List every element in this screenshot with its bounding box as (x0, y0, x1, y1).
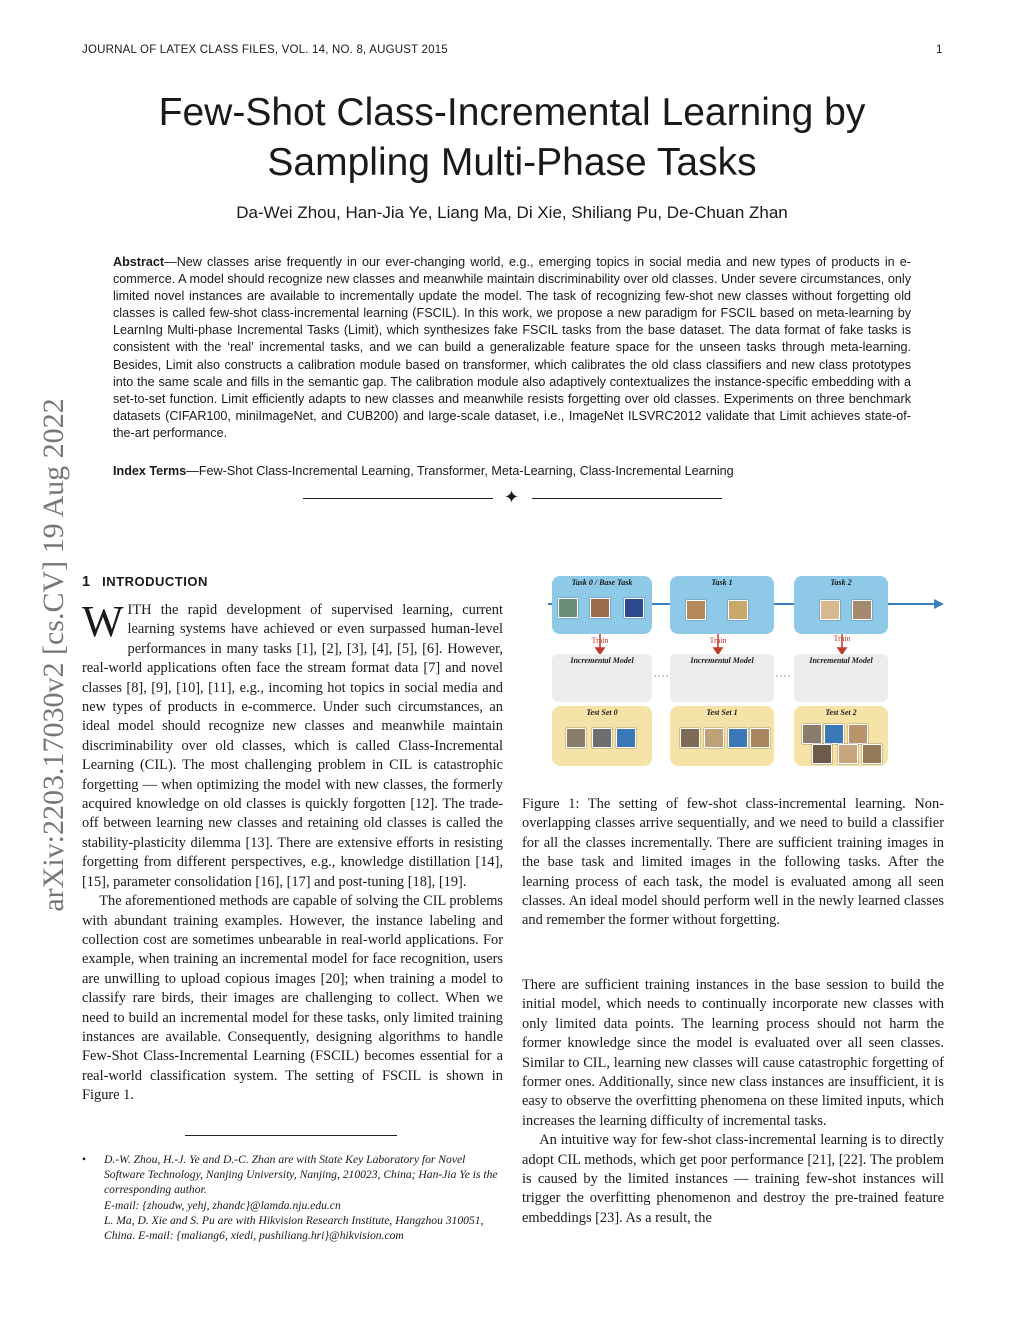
model-box-2 (794, 654, 888, 702)
footnote-line-3: L. Ma, D. Xie and S. Pu are with Hikvision Research Institute, Hangzhou 310051, China. E-mail: {maliang6, xiedi, pushiliang.hri}@hikvision.com (104, 1213, 484, 1243)
paper-title (100, 88, 924, 188)
page-number: 1 (936, 44, 943, 56)
test-image (592, 728, 612, 748)
separator-rule-right (532, 498, 722, 499)
footnote-bullet: • (82, 1153, 87, 1166)
author-list: Da-Wei Zhou, Han-Jia Ye, Liang Ma, Di Xie, Shiliang Pu, De-Chuan Zhan (236, 203, 788, 222)
test-image (862, 744, 882, 764)
model-label: Incremental Model (690, 656, 754, 665)
test-image (728, 728, 748, 748)
abstract-text: —New classes arise frequently in our ever-changing world, e.g., emerging topics in social media and new types of products in e-commerce. A model should recognize new classes and meanwhile maintain discriminability over old classes. Under severe circumstances, only limited novel instances are available to incrementally update the model. The task of recognizing few-shot new classes without forgetting old classes is called few-shot class-incremental learning (FSCIL). In this work, we propose a new paradigm for FSCIL based on meta-learning by LearnIng Multi-phase Incremental Tasks (Limit), which synthesizes fake FSCIL tasks from the base dataset. The data format of fake tasks is consistent with the ‘real’ incremental tasks, and we can build a generalizable feature space for the unseen tasks through meta-learning. Besides, Limit also constructs a calibration module based on transformer, which calibrates the old class classifiers and new class prototypes into the same scale and fills in the semantic gap. The calibration module also adaptively contextualizes the instance-specific embedding with a set-to-set function. Limit efficiently adapts to new classes and meanwhile resists forgetting over old classes. Experiments on three benchmark datasets (CIFAR100, miniImageNet, and CUB200) and large-scale dataset, i.e., ImageNet ILSVRC2012 validate that Limit achieves state-of-the-art performance. (113, 255, 911, 440)
task-2-label: Task 2 (830, 578, 852, 587)
train-image (624, 598, 644, 618)
task-1-box (670, 576, 774, 634)
test-image (680, 728, 700, 748)
footnote-line-1: D.-W. Zhou, H.-J. Ye and D.-C. Zhan are with State Key Laboratory for Novel Software Technology, Nanjing University, Nanjing, 210023, China; Han-Jia Ye is the corresponding author. (104, 1153, 498, 1197)
right-paragraph-1: There are sufficient training instances in the base session to build the initial model, which needs to continually incorporate new classes with only limited data points. The learning process should not harm the former knowledge since the model is evaluated over all seen classes. Similar to CIL, learning new classes will cause catastrophic forgetting of former ones. Additionally, since new class instances are insufficient, it is easy to observe the overfitting phenomena on these limited inputs, which increases the learning difficulty of incremental tasks. (522, 977, 944, 1129)
separator-rule-left (303, 498, 493, 499)
task-2-box (794, 576, 888, 634)
test-set-0-box (552, 706, 652, 766)
abstract (113, 254, 911, 442)
train-label: Train (833, 634, 851, 643)
running-header: JOURNAL OF LATEX CLASS FILES, VOL. 14, NO. 8, AUGUST 2015 (82, 44, 448, 56)
model-box-0 (552, 654, 652, 702)
intro-text (82, 597, 503, 1106)
train-label: Train (709, 636, 727, 645)
test-image (802, 724, 822, 744)
model-box-1 (670, 654, 774, 702)
index-terms-label: Index Terms (113, 464, 187, 478)
task-0-label: Task 0 / Base Task (571, 578, 633, 587)
section-title: INTRODUCTION (102, 574, 208, 589)
separator-mark: ✦ (504, 487, 520, 507)
right-column-text (522, 976, 944, 1228)
test-set-0-label: Test Set 0 (586, 708, 618, 717)
train-image (820, 600, 840, 620)
train-label: Train (591, 636, 609, 645)
test-set-2-label: Test Set 2 (825, 708, 857, 717)
footnote-rule (185, 1135, 397, 1136)
train-image (590, 598, 610, 618)
figure-1 (548, 570, 944, 770)
test-set-2-box (794, 706, 888, 766)
train-image (852, 600, 872, 620)
arxiv-stamp-text: arXiv:2203.17030v2 [cs.CV] 19 Aug 2022 (37, 398, 70, 912)
train-image (686, 600, 706, 620)
test-set-1-label: Test Set 1 (706, 708, 738, 717)
intro-p1-text: ITH the rapid development of supervised learning, current learning systems have achieved or even surpassed human-level performances in many tasks [1], [2], [3], [4], [5], [6]. However, real-world applications often face the stream format data [7] and novel classes [8], [9], [10], [11], e.g., incoming hot topics in social media and new types of products in e-commerce. Under such circumstances, an ideal model should recognize new classes and meanwhile maintain discriminability over old classes, which is called Class-Incremental Learning (CIL). The most challenging problem in CIL is catastrophic forgetting — when optimizing the model with new classes, the formerly acquired knowledge on old classes is quickly forgotten [12]. The trade-off between learning new classes and retaining old classes is called the stability-plasticity dilemma [13]. There are extensive efforts in resisting forgetting from different perspectives, e.g., knowledge distillation [14], [15], parameter consolidation [16], [17] and post-tuning [18], [19]. (82, 602, 503, 890)
intro-paragraph-2: The aforementioned methods are capable of solving the CIL problems with abundant training examples. However, the instance labeling and collection cost are sometimes unbearable in real-world applications. For example, when training an incremental model for face recognition, users are unwilling to upload copious images [20]; when training a model to classify rare birds, their images are challenging to collect. When we need to build an incremental model for these tasks, only limited training instances are available. Consequently, designing algorithms to handle Few-Shot Class-Incremental Learning (FSCIL) becomes essential for a real-world classification system. The setting of FSCIL is shown in Figure 1. (82, 893, 503, 1104)
figure-caption: Figure 1: The setting of few-shot class-incremental learning. Non-overlapping classes arrive sequentially, and we need to build a classifier for all the classes incrementally. There are sufficient training images in the base task and limited images in the following tasks. After the learning process of each task, the model is evaluated among all seen classes. An ideal model should perform well in the newly learned classes and remember the former without forgetting. (522, 796, 944, 929)
model-label: Incremental Model (570, 656, 634, 665)
test-image (848, 724, 868, 744)
abstract-label: Abstract (113, 255, 165, 269)
footnote-line-2: E-mail: {zhoudw, yehj, zhandc}@lamda.nju.edu.cn (104, 1198, 341, 1212)
index-terms (113, 464, 911, 478)
title-line-1: Few-Shot Class-Incremental Learning by (158, 91, 866, 134)
test-set-1-box (670, 706, 774, 766)
section-number: 1 (82, 574, 91, 590)
train-image (558, 598, 578, 618)
task-0-box (552, 576, 652, 634)
test-image (838, 744, 858, 764)
footnote (82, 1152, 503, 1243)
intro-paragraph-1 (82, 597, 503, 892)
test-image (812, 744, 832, 764)
test-image (824, 724, 844, 744)
test-image (704, 728, 724, 748)
dropcap: W (82, 597, 124, 646)
title-line-2: Sampling Multi-Phase Tasks (267, 141, 757, 184)
task-1-label: Task 1 (711, 578, 733, 587)
test-image (616, 728, 636, 748)
index-terms-text: —Few-Shot Class-Incremental Learning, Transformer, Meta-Learning, Class-Incremental Learning (186, 464, 734, 478)
test-image (566, 728, 586, 748)
train-image (728, 600, 748, 620)
model-label: Incremental Model (809, 656, 873, 665)
test-image (750, 728, 770, 748)
right-paragraph-2: An intuitive way for few-shot class-incremental learning is to directly adopt CIL methods, which get poor performance [21], [22]. The problem is caused by the limited instances — training few-shot instances will trigger the overfitting phenomenon and destroy the pre-trained feature embeddings [23]. As a result, the (522, 1132, 944, 1226)
section-heading (82, 574, 208, 590)
arxiv-stamp (18, 360, 90, 950)
